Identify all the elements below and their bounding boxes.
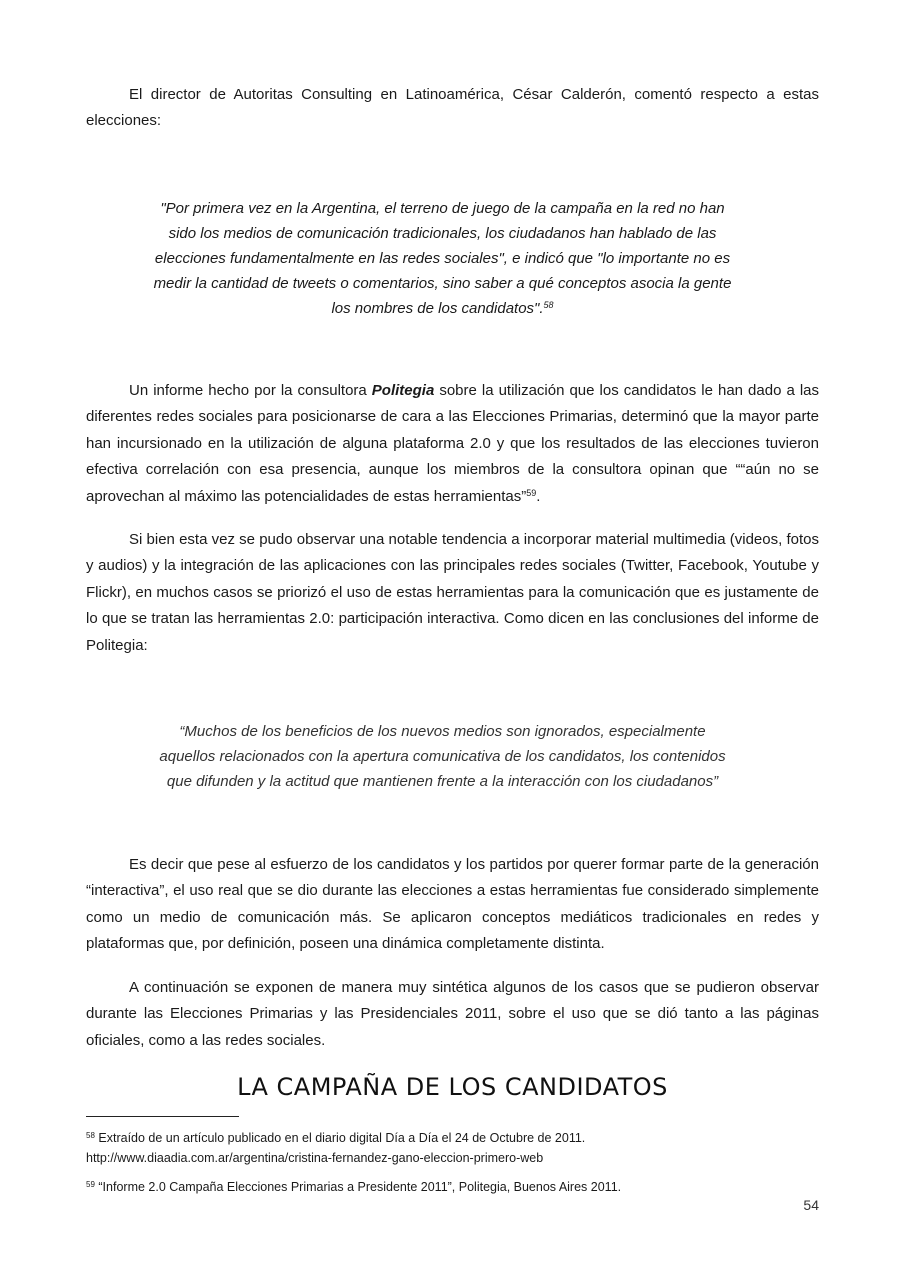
footnote-divider — [86, 1116, 239, 1117]
section-heading: LA CAMPAÑA DE LOS CANDIDATOS — [237, 1073, 668, 1101]
quote-calderon-text: "Por primera vez en la Argentina, el terreno de juego de la campaña en la red no han sido los medios de comunicación tradicionales, los ciudadanos han hablado de las elecciones fundamentalmente en las redes sociales", e indicó que "lo importante no es medir la cantidad de tweets o comentarios, sino saber a qué conceptos asocia la gente los nombres de los candidatos". — [153, 200, 732, 317]
paragraph-politegia-end: . — [536, 487, 541, 505]
page-number: 54 — [803, 1197, 819, 1213]
paragraph-intro: El director de Autoritas Consulting en Latinoamérica, César Calderón, comentó respecto a estas elecciones: — [86, 86, 819, 130]
paragraph-casos: A continuación se exponen de manera muy sintética algunos de los casos que se pudieron observar durante las Elecciones Primarias y las Presidenciales 2011, sobre el uso que se dió tanto a las páginas oficiales, como a las redes sociales. — [86, 979, 819, 1049]
politegia-name: Politegia — [371, 382, 435, 399]
footnote-58 — [86, 1128, 819, 1168]
footnote-58-text: Extraído de un artículo publicado en el diario digital Día a Día el 24 de Octubre de 2011. http://www.diaadia.com.ar/argentina/cristina-fernandez-gano-eleccion-primero-web — [86, 1131, 586, 1165]
quote-politegia: “Muchos de los beneficios de los nuevos medios son ignorados, especialmente aquellos relacionados con la apertura comunicativa de los candidatos, los contenidos que difunden y la actitud que mantienen frente a la interacción con los ciudadanos” — [159, 723, 726, 790]
paragraph-multimedia: Si bien esta vez se pudo observar una notable tendencia a incorporar material multimedia (videos, fotos y audios) y la integración de las aplicaciones con las principales redes sociales (Twitter, Facebook, Youtube y Flickr), en muchos casos se priorizó el uso de estas herramientas para la comunicación que es justamente de lo que se tratan las herramientas 2.0: participación interactiva. Como dicen en las conclusiones del informe de Politegia: — [86, 531, 819, 654]
footnote-ref-58: 58 — [543, 300, 554, 310]
paragraph-politegia-rest: sobre la utilización que los candidatos le han dado a las diferentes redes sociales para posicionarse de cara a las Elecciones Primarias, determinó que la mayor parte han incursionado en la utilización de alguna plataforma 2.0 y que los resultados de las elecciones tuvieron efectiva correlación con esa presencia, aunque los miembros de la consultora opinan que ““aún no se aprovechan al máximo las potencialidades de estas herramientas” — [86, 382, 819, 505]
footnote-59 — [86, 1177, 819, 1197]
footnote-ref-59: 59 — [526, 487, 537, 498]
footnote-58-number: 58 — [86, 1131, 95, 1140]
paragraph-interactiva: Es decir que pese al esfuerzo de los candidatos y los partidos por querer formar parte de la generación “interactiva”, el uso real que se dio durante las elecciones a estas herramientas fue considerado simplemente como un medio de comunicación más. Se aplicaron conceptos mediáticos tradicionales en redes y plataformas que, por definición, poseen una dinámica completamente distinta. — [86, 856, 819, 953]
paragraph-politegia-start: Un informe hecho por la consultora — [129, 382, 372, 399]
footnote-59-number: 59 — [86, 1180, 95, 1189]
footnote-59-text: “Informe 2.0 Campaña Elecciones Primarias a Presidente 2011”, Politegia, Buenos Aires 2011. — [98, 1180, 622, 1194]
quote-calderon — [150, 196, 735, 321]
paragraph-politegia — [86, 378, 819, 510]
